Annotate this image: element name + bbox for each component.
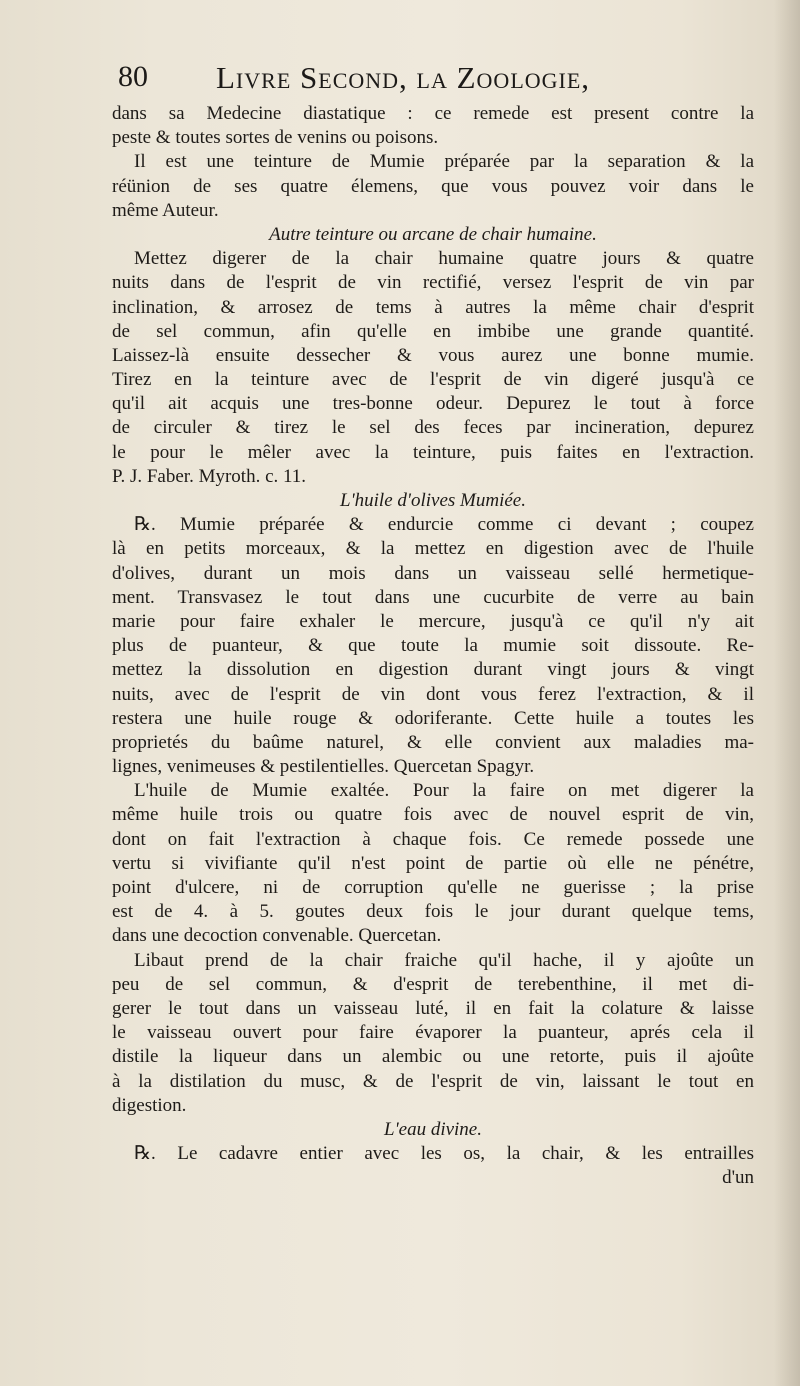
text-line: d'olives, durant un mois dans un vaisseau sellé hermetique- bbox=[112, 562, 754, 584]
section-heading: L'eau divine. bbox=[384, 1118, 482, 1140]
body-text bbox=[112, 102, 754, 1190]
text-line: digestion. bbox=[112, 1094, 187, 1116]
text-line: peu de sel commun, & d'esprit de terebenthine, il met di- bbox=[112, 973, 754, 995]
text-line: même Auteur. bbox=[112, 199, 219, 221]
page-header bbox=[118, 58, 758, 98]
text-line: est de 4. à 5. goutes deux fois le jour durant quelque tems, bbox=[112, 901, 754, 923]
text-line: de sel commun, afin qu'elle en imbibe une grande quantité. bbox=[112, 320, 754, 342]
text-line: plus de puanteur, & que toute la mumie soit dissoute. Re- bbox=[112, 635, 754, 657]
text-line: réünion de ses quatre élemens, que vous pouvez voir dans le bbox=[112, 175, 754, 197]
text-line: ment. Transvasez le tout dans une cucurbite de verre au bain bbox=[112, 586, 754, 608]
text-line: Laissez-là ensuite dessecher & vous aurez une bonne mumie. bbox=[112, 344, 754, 366]
page-number: 80 bbox=[118, 60, 148, 93]
running-head: Livre Second, la Zoologie, bbox=[216, 60, 591, 95]
text-line: lignes, venimeuses & pestilentielles. Quercetan Spagyr. bbox=[112, 756, 535, 778]
text-line: Il est une teinture de Mumie préparée par la separation & la bbox=[134, 151, 754, 173]
text-line: Libaut prend de la chair fraiche qu'il hache, il y ajoûte un bbox=[134, 949, 754, 971]
text-line: point d'ulcere, ni de corruption qu'elle ne guerisse ; la prise bbox=[112, 877, 754, 898]
text-line: d'un bbox=[722, 1167, 754, 1189]
text-line: gerer le tout dans un vaisseau luté, il en fait la colature & laisse bbox=[112, 997, 754, 1019]
section-heading: Autre teinture ou arcane de chair humaine. bbox=[269, 223, 597, 245]
text-line: même huile trois ou quatre fois avec de nouvel esprit de vin, bbox=[112, 804, 754, 826]
text-line: inclination, & arrosez de tems à autres la même chair d'esprit bbox=[112, 296, 754, 318]
text-line: nuits dans de l'esprit de vin rectifié, versez l'esprit de vin par bbox=[112, 272, 754, 294]
text-line: restera une huile rouge & odoriferante. Cette huile a toutes les bbox=[112, 707, 754, 729]
text-line: ℞. Mumie préparée & endurcie comme ci devant ; coupez bbox=[134, 514, 754, 536]
text-line: dont on fait l'extraction à chaque fois. Ce remede possede une bbox=[112, 828, 754, 850]
text-line: à la distilation du musc, & de l'esprit de vin, laissant le tout en bbox=[112, 1070, 754, 1092]
text-line: dans une decoction convenable. Quercetan. bbox=[112, 925, 442, 947]
text-line: L'huile de Mumie exaltée. Pour la faire on met digerer la bbox=[134, 780, 754, 802]
text-line: dans sa Medecine diastatique : ce remede est present contre la bbox=[112, 103, 754, 124]
text-line: marie pour faire exhaler le mercure, jusqu'à ce qu'il n'y ait bbox=[112, 610, 754, 632]
text-line: P. J. Faber. Myroth. c. 11. bbox=[112, 465, 307, 487]
text-line: peste & toutes sortes de venins ou poisons. bbox=[112, 127, 439, 149]
text-line: nuits, avec de l'esprit de vin dont vous ferez l'extraction, & il bbox=[112, 683, 754, 705]
text-line: mettez la dissolution en digestion durant vingt jours & vingt bbox=[112, 659, 754, 681]
text-line: distile la liqueur dans un alembic ou une retorte, puis il ajoûte bbox=[112, 1046, 754, 1068]
text-line: proprietés du baûme naturel, & elle convient aux maladies ma- bbox=[112, 731, 754, 753]
text-line: le vaisseau ouvert pour faire évaporer la puanteur, aprés cela il bbox=[112, 1022, 754, 1044]
text-line: Tirez en la teinture avec de l'esprit de vin digeré jusqu'à ce bbox=[112, 369, 754, 391]
text-line: là en petits morceaux, & la mettez en digestion avec de l'huile bbox=[112, 538, 754, 560]
section-heading: L'huile d'olives Mumiée. bbox=[340, 490, 526, 511]
text-line: vertu si vivifiante qu'il n'est point de partie où elle ne pénétre, bbox=[112, 852, 754, 874]
page-gutter-shadow bbox=[774, 0, 800, 1386]
text-line: le pour le mêler avec la teinture, puis faites en l'extraction. bbox=[112, 441, 754, 463]
text-line: de circuler & tirez le sel des feces par incineration, depurez bbox=[112, 417, 754, 439]
text-line: qu'il ait acquis une tres-bonne odeur. Depurez le tout à force bbox=[112, 393, 754, 415]
text-line: Mettez digerer de la chair humaine quatre jours & quatre bbox=[134, 248, 754, 270]
text-line: ℞. Le cadavre entier avec les os, la chair, & les entrailles bbox=[134, 1143, 754, 1165]
